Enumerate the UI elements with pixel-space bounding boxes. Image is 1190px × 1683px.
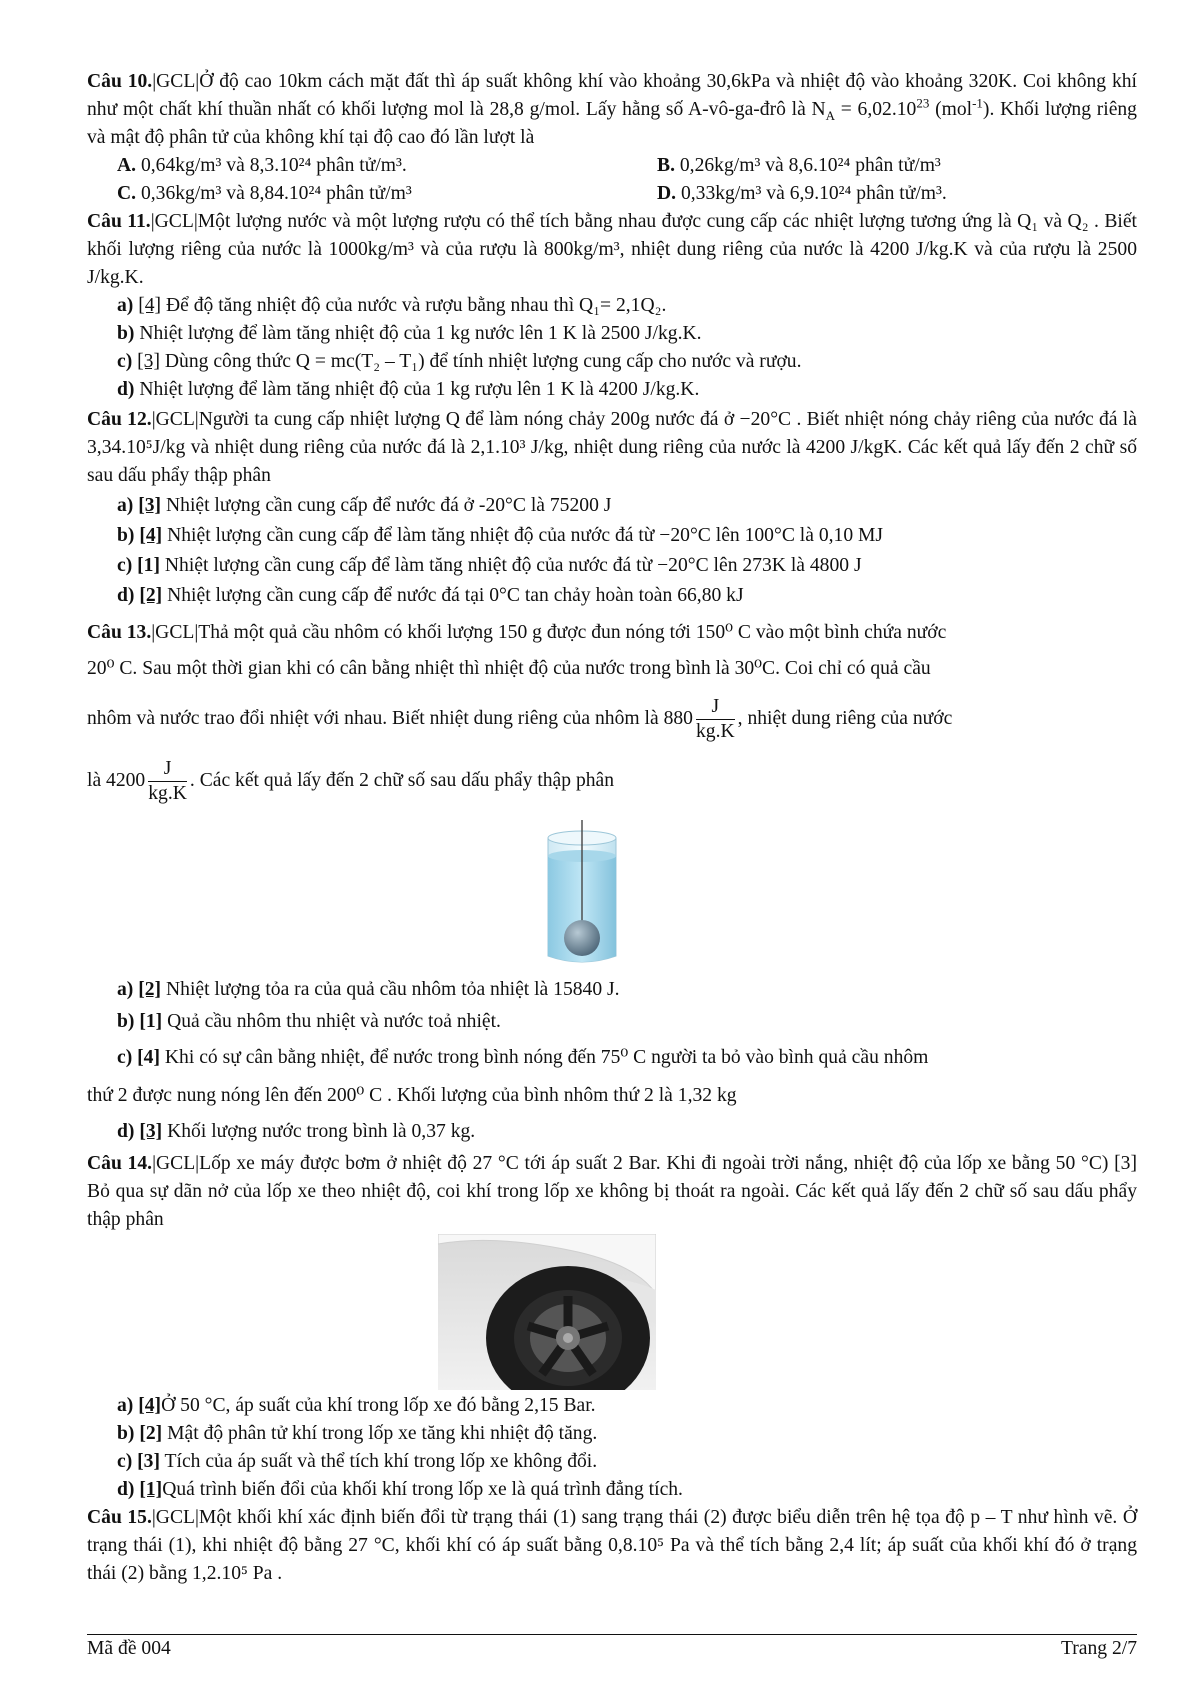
question-14: Câu 14.|GCL|Lốp xe máy được bơm ở nhiệt độ 27 °C tới áp suất 2 Bar. Khi đi ngoài trời nắng, nhiệt độ của lốp xe bằng 50 °C) [3] Bỏ qua sự dãn nở của lốp xe theo nhiệt độ, coi khí trong lốp xe không bị thoát ra ngoài. Các kết quả lấy đến 2 chữ số sau dấu phẩy thập phân — [87, 1153, 1137, 1230]
question-11-item-a: a) [4] Để độ tăng nhiệt độ của nước và rượu bằng nhau thì Q₁= 2,1Q₂. — [117, 295, 667, 316]
option-d: D. 0,33kg/m³ và 6,9.10²⁴ phân tử/m³. — [657, 183, 947, 204]
question-13-line-3: nhôm và nước trao đổi nhiệt với nhau. Biết nhiệt dung riêng của nhôm là 880 $\frac{J}{kg.K}$ , nhiệt dung riêng của nước — [87, 696, 953, 742]
question-10-options-row-2 — [87, 180, 1137, 208]
question-12-item-d: d) [2] Nhiệt lượng cần cung cấp để nước đá tại 0°C tan chảy hoàn toàn 66,80 kJ — [117, 585, 744, 606]
question-14-item-d: d) [1]Quá trình biến đổi của khối khí trong lốp xe là quá trình đẳng tích. — [117, 1479, 683, 1500]
question-11: Câu 11.|GCL|Một lượng nước và một lượng rượu có thể tích bằng nhau được cung cấp các nhiệt lượng tương ứng là Q₁ và Q₂ . Biết khối lượng riêng của nước là 1000kg/m³ và của rượu là 800kg/m³, nhiệt dung riêng của nước là 4200 J/kg.K và của rượu là 2500 J/kg.K. — [87, 211, 1137, 288]
option-b: B. 0,26kg/m³ và 8,6.10²⁴ phân tử/m³ — [657, 155, 941, 176]
question-10-text: |GCL|Ở độ cao 10km cách mặt đất thì áp suất không khí vào khoảng 30,6kPa và nhiệt độ vào khoảng 320K. Coi không khí như một chất khí thuần nhất có khối lượng mol là 28,8 g/mol. Lấy hằng số A-vô-ga-đrô là N — [87, 71, 1137, 120]
question-12-text: |GCL|Người ta cung cấp nhiệt lượng Q để làm nóng chảy 200g nước đá ở −20°C . Biết nhiệt nóng chảy riêng của nước đá là 3,34.10⁵J/kg và nhiệt dung riêng của nước đá là 2,1.10³ J/kg, nhiệt dung riêng của nước là 4200 J/kgK. Các kết quả lấy đến 2 chữ số sau dấu phẩy thập phân — [87, 409, 1137, 486]
question-10-head: Câu 10. — [87, 71, 153, 92]
footer-divider — [87, 1634, 1137, 1635]
fraction-j-per-kgk-2: $\frac{J}{kg.K}$ — [148, 758, 187, 804]
question-14-item-c: c) [3] Tích của áp suất và thể tích khí trong lốp xe không đổi. — [117, 1451, 598, 1472]
question-11-item-d: d) Nhiệt lượng để làm tăng nhiệt độ của 1 kg rượu lên 1 K là 4200 J/kg.K. — [117, 379, 700, 400]
question-13-item-a: a) [2] Nhiệt lượng tỏa ra của quả cầu nhôm tỏa nhiệt là 15840 J. — [117, 979, 620, 1000]
question-12-item-a: a) [3] Nhiệt lượng cần cung cấp để nước đá ở -20°C là 75200 J — [117, 495, 612, 516]
question-11-item-b: b) Nhiệt lượng để làm tăng nhiệt độ của 1 kg nước lên 1 K là 2500 J/kg.K. — [117, 323, 702, 344]
question-13: Câu 13.|GCL|Thả một quả cầu nhôm có khối lượng 150 g được đun nóng tới 150⁰ C vào một bình chứa nước — [87, 622, 947, 643]
question-13-line-2: 20⁰ C. Sau một thời gian khi có cân bằng nhiệt thì nhiệt độ của nước trong bình là 30⁰C. Coi chỉ có quả cầu — [87, 658, 931, 679]
question-10-options-row-1 — [87, 152, 1137, 180]
question-12-item-c: c) [1] Nhiệt lượng cần cung cấp để làm tăng nhiệt độ của nước đá từ −20°C lên 273K là 4800 J — [117, 555, 862, 576]
page-number: Trang 2/7 — [1060, 1638, 1137, 1659]
question-11-item-c: c) [3] Dùng công thức Q = mc(T₂ – T₁) để tính nhiệt lượng cung cấp cho nước và rượu. — [117, 351, 802, 372]
question-12-item-b: b) [4] Nhiệt lượng cần cung cấp để làm tăng nhiệt độ của nước đá từ −20°C lên 100°C là 0,10 MJ — [117, 525, 884, 546]
option-c: C. 0,36kg/m³ và 8,84.10²⁴ phân tử/m³ — [117, 183, 412, 204]
question-14-item-b: b) [2] Mật độ phân tử khí trong lốp xe tăng khi nhiệt độ tăng. — [117, 1423, 598, 1444]
tire-figure — [0, 1234, 1137, 1392]
question-13-item-d: d) [3] Khối lượng nước trong bình là 0,37 kg. — [117, 1121, 476, 1142]
question-13-item-b: b) [1] Quả cầu nhôm thu nhiệt và nước toả nhiệt. — [117, 1011, 501, 1032]
fraction-j-per-kgk: $\frac{J}{kg.K}$ — [695, 696, 735, 742]
scooter-wheel-photo — [438, 1234, 656, 1390]
question-12: Câu 12.|GCL|Người ta cung cấp nhiệt lượng Q để làm nóng chảy 200g nước đá ở −20°C . Biết nhiệt nóng chảy riêng của nước đá là 3,34.10⁵J/kg và nhiệt dung riêng của nước đá là 2,1.10³ J/kg, nhiệt dung riêng của nước là 4200 J/kgK. Các kết quả lấy đến 2 chữ số sau dấu phẩy thập phân — [87, 409, 1137, 486]
question-15: Câu 15.|GCL|Một khối khí xác định biến đổi từ trạng thái (1) sang trạng thái (2) được biểu diễn trên hệ tọa độ p – T như hình vẽ. Ở trạng thái (1), khi nhiệt độ bằng 27 °C, khối khí có áp suất bằng 0,8.10⁵ Pa và thể tích bằng 2,4 lít; áp suất của khối khí đó ở trạng thái (2) bằng 1,2.10⁵ Pa . — [87, 1507, 1137, 1584]
question-14-text: |GCL|Lốp xe máy được bơm ở nhiệt độ 27 °C tới áp suất 2 Bar. Khi đi ngoài trời nắng, nhiệt độ của lốp xe bằng 50 °C) [3] Bỏ qua sự dãn nở của lốp xe theo nhiệt độ, coi khí trong lốp xe không bị thoát ra ngoài. Các kết quả lấy đến 2 chữ số sau dấu phẩy thập phân — [87, 1153, 1137, 1230]
question-14-item-a: a) [4]Ở 50 °C, áp suất của khí trong lốp xe đó bằng 2,15 Bar. — [117, 1395, 596, 1416]
question-15-text: |GCL|Một khối khí xác định biến đổi từ trạng thái (1) sang trạng thái (2) được biểu diễn trên hệ tọa độ p – T như hình vẽ. Ở trạng thái (1), khi nhiệt độ bằng 27 °C, khối khí có áp suất bằng 0,8.10⁵ Pa và thể tích bằng 2,4 lít; áp suất của khối khí đó ở trạng thái (2) bằng 1,2.10⁵ Pa . — [87, 1507, 1137, 1584]
option-a: A. 0,64kg/m³ và 8,3.10²⁴ phân tử/m³. — [117, 155, 407, 176]
question-13-item-c-cont: thứ 2 được nung nóng lên đến 200⁰ C . Khối lượng của bình nhôm thứ 2 là 1,32 kg — [87, 1085, 737, 1106]
exam-code: Mã đề 004 — [87, 1638, 171, 1659]
question-13-line-4: là 4200 $\frac{J}{kg.K}$ . Các kết quả lấy đến 2 chữ số sau dấu phẩy thập phân — [87, 758, 615, 804]
page-content — [87, 68, 1137, 1588]
question-11-text: |GCL|Một lượng nước và một lượng rượu có thể tích bằng nhau được cung cấp các nhiệt lượng tương ứng là Q₁ và Q₂ . Biết khối lượng riêng của nước là 1000kg/m³ và của rượu là 800kg/m³, nhiệt dung riêng của nước là 4200 J/kg.K và của rượu là 2500 J/kg.K. — [87, 211, 1137, 288]
beaker-figure — [27, 818, 1137, 970]
page-footer — [87, 1638, 1137, 1660]
question-10: Câu 10.|GCL|Ở độ cao 10km cách mặt đất thì áp suất không khí vào khoảng 30,6kPa và nhiệt độ vào khoảng 320K. Coi không khí như một chất khí thuần nhất có khối lượng mol là 28,8 g/mol. Lấy hằng số A-vô-ga-đrô là $N_A = 6,02.10^{23}$ (mol$^{-1}$). Khối lượng riêng và mật độ phân tử của không khí tại độ cao đó lần lượt là — [87, 71, 1137, 148]
beaker-with-ball-illustration — [540, 818, 624, 968]
question-13-item-c: c) [4] Khi có sự cân bằng nhiệt, để nước trong bình nóng đến 75⁰ C người ta bỏ vào bình quả cầu nhôm — [117, 1047, 929, 1068]
